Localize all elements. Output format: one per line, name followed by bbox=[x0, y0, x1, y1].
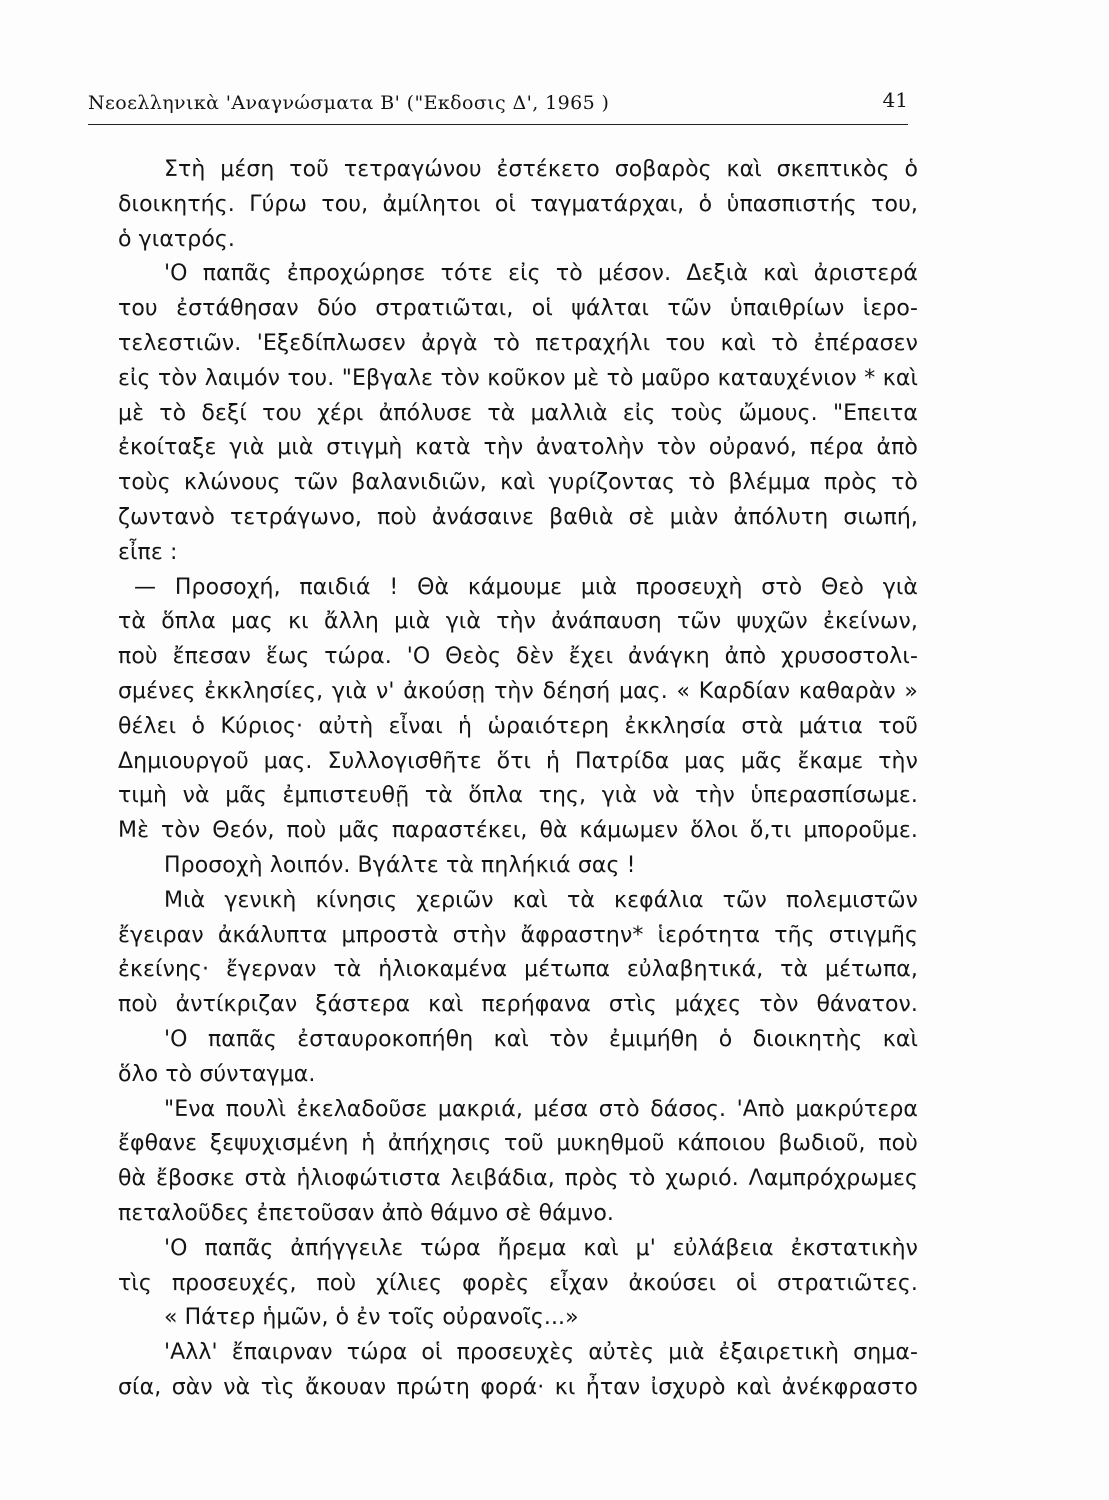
text-line: Μὲ τὸν Θεόν, ποὺ μᾶς παραστέκει, θὰ κάμωμεν ὅλοι ὅ,τι μποροῦμε. bbox=[118, 818, 918, 844]
text-line: τιμὴ νὰ μᾶς ἐμπιστευθῇ τὰ ὅπλα της, γιὰ νὰ τὴν ὑπερασπίσωμε. bbox=[118, 783, 918, 809]
text-line: 'Ο παπᾶς ἀπήγγειλε τώρα ἤρεμα καὶ μ' εὐλάβεια ἐκστατικὴν bbox=[164, 1235, 918, 1261]
text-line: θέλει ὁ Κύριος· αὐτὴ εἶναι ἡ ὡραιότερη ἐκκλησία στὰ μάτια τοῦ bbox=[118, 713, 918, 739]
text-line: διοικητής. Γύρω του, ἀμίλητοι οἱ ταγματάρχαι, ὁ ὑπασπιστής του, bbox=[118, 191, 918, 217]
text-line: 'Αλλ' ἔπαιρναν τώρα οἱ προσευχὲς αὐτὲς μιὰ ἐξαιρετικὴ σημα- bbox=[164, 1340, 918, 1366]
text-line: ἐκείνης· ἔγερναν τὰ ἡλιοκαμένα μέτωπα εὐλαβητικά, τὰ μέτωπα, bbox=[118, 957, 918, 983]
text-line: Στὴ μέση τοῦ τετραγώνου ἐστέκετο σοβαρὸς καὶ σκεπτικὸς ὁ bbox=[164, 157, 918, 182]
text-line: θὰ ἔβοσκε στὰ ἡλιοφώτιστα λειβάδια, πρὸς τὸ χωριό. Λαμπρόχρωμες bbox=[118, 1166, 918, 1192]
text-line: ποὺ ἔπεσαν ἕως τώρα. 'Ο Θεὸς δὲν ἔχει ἀνάγκη ἀπὸ χρυσοστολι- bbox=[118, 644, 918, 670]
text-line: 'Ο παπᾶς ἐπροχώρησε τότε εἰς τὸ μέσον. Δεξιὰ καὶ ἀριστερά bbox=[164, 261, 918, 287]
text-line: ἔγειραν ἀκάλυπτα μπροστὰ στὴν ἄφραστην* ἱερότητα τῆς στιγμῆς bbox=[118, 922, 918, 948]
text-line: ποὺ ἀντίκριζαν ξάστερα καὶ περήφανα στὶς μάχες τὸν θάνατον. bbox=[118, 992, 918, 1018]
text-line: του ἐστάθησαν δύο στρατιῶται, οἱ ψάλται τῶν ὑπαιθρίων ἱερο- bbox=[118, 296, 918, 322]
text-line: σμένες ἐκκλησίες, γιὰ ν' ἀκούσῃ τὴν δέησή μας. « Καρδίαν καθαρὰν » bbox=[118, 678, 918, 704]
text-line: ὅλο τὸ σύνταγμα. bbox=[118, 1061, 316, 1087]
running-header bbox=[88, 88, 908, 122]
text-line: τὰ ὅπλα μας κι ἄλλη μιὰ γιὰ τὴν ἀνάπαυση τῶν ψυχῶν ἐκείνων, bbox=[118, 609, 918, 635]
text-line: Δημιουργοῦ μας. Συλλογισθῆτε ὅτι ἡ Πατρίδα μας μᾶς ἔκαμε τὴν bbox=[118, 748, 918, 774]
text-line: εἶπε : bbox=[118, 539, 178, 565]
text-line: εἰς τὸν λαιμόν του. "Εβγαλε τὸν κοῦκον μὲ τὸ μαῦρο καταυχένιον * καὶ bbox=[118, 365, 918, 391]
text-line: μὲ τὸ δεξί του χέρι ἀπόλυσε τὰ μαλλιὰ εἰς τοὺς ὤμους. "Επειτα bbox=[118, 400, 918, 426]
text-line: « Πάτερ ἡμῶν, ὁ ἐν τοῖς οὐρανοῖς...» bbox=[164, 1305, 579, 1331]
text-line: τὶς προσευχές, ποὺ χίλιες φορὲς εἶχαν ἀκούσει οἱ στρατιῶτες. bbox=[118, 1270, 918, 1296]
text-line: ἔφθανε ξεψυχισμένη ἡ ἀπήχησις τοῦ μυκηθμοῦ κάποιου βωδιοῦ, ποὺ bbox=[118, 1131, 918, 1157]
text-line: πεταλοῦδες ἐπετοῦσαν ἀπὸ θάμνο σὲ θάμνο. bbox=[118, 1200, 614, 1226]
text-line: τοὺς κλώνους τῶν βαλανιδιῶν, καὶ γυρίζοντας τὸ βλέμμα πρὸς τὸ bbox=[118, 470, 918, 496]
header-title: Νεοελληνικὰ 'Αναγνώσματα Β' ("Εκδοσις Δ', 1965 ) bbox=[88, 92, 610, 114]
text-line: σία, σὰν νὰ τὶς ἄκουαν πρώτη φορά· κι ἦταν ἰσχυρὸ καὶ ἀνέκφραστο bbox=[118, 1374, 918, 1400]
text-line: ὁ γιατρός. bbox=[118, 226, 235, 252]
text-line: — Προσοχή, παιδιά ! Θὰ κάμουμε μιὰ προσευχὴ στὸ Θεὸ γιὰ bbox=[134, 574, 918, 600]
text-line: Προσοχὴ λοιπόν. Βγάλτε τὰ πηλήκιά σας ! bbox=[164, 852, 636, 878]
text-line: ἐκοίταξε γιὰ μιὰ στιγμὴ κατὰ τὴν ἀνατολὴν τὸν οὐρανό, πέρα ἀπὸ bbox=[118, 435, 918, 461]
body-text bbox=[118, 153, 918, 1406]
text-line: "Ενα πουλὶ ἐκελαδοῦσε μακριά, μέσα στὸ δάσος. 'Απὸ μακρύτερα bbox=[164, 1096, 918, 1122]
text-line: 'Ο παπᾶς ἐσταυροκοπήθη καὶ τὸν ἐμιμήθη ὁ διοικητὴς καὶ bbox=[164, 1026, 918, 1052]
text-line: τελεστιῶν. 'Εξεδίπλωσεν ἀργὰ τὸ πετραχήλι του καὶ τὸ ἐπέρασεν bbox=[118, 330, 918, 356]
text-line: ζωντανὸ τετράγωνο, ποὺ ἀνάσαινε βαθιὰ σὲ μιὰν ἀπόλυτη σιωπή, bbox=[118, 504, 918, 530]
header-rule bbox=[88, 124, 908, 125]
page-number: 41 bbox=[882, 88, 908, 112]
text-line: Μιὰ γενικὴ κίνησις χεριῶν καὶ τὰ κεφάλια τῶν πολεμιστῶν bbox=[164, 887, 918, 913]
